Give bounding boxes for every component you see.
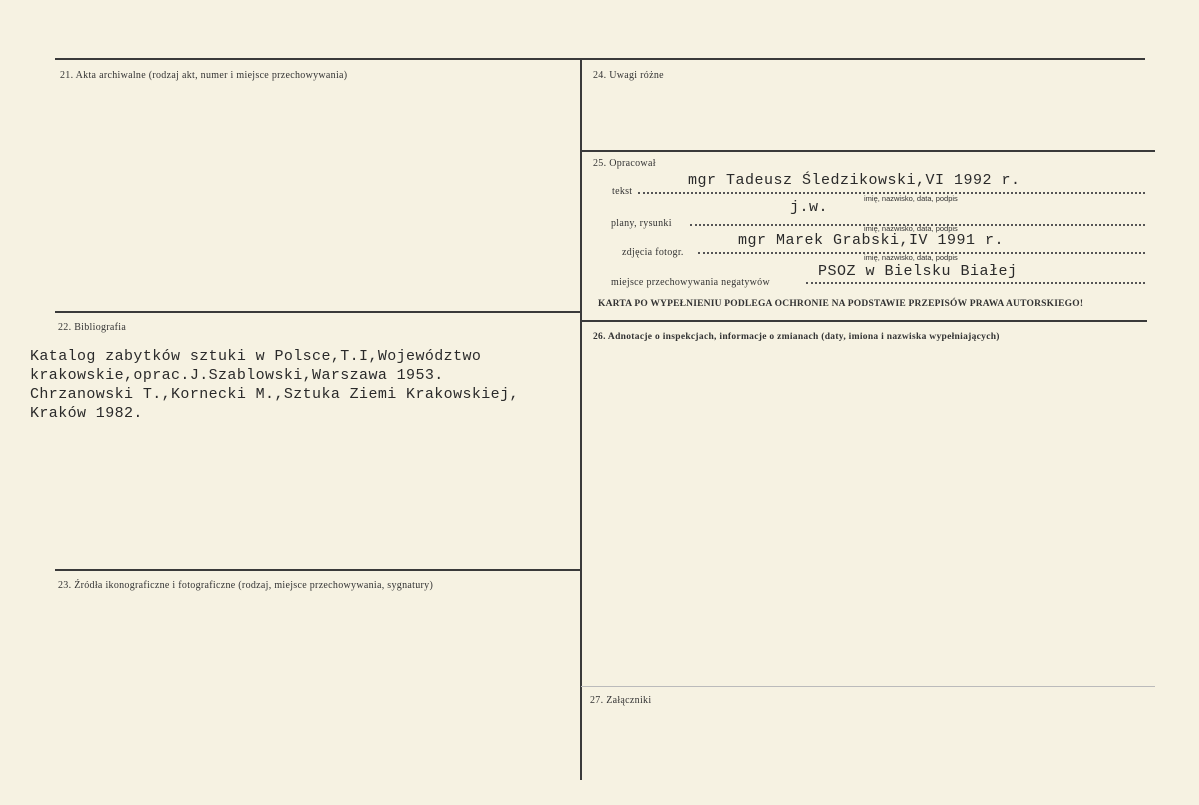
section-24-label: 24. Uwagi różne	[593, 70, 664, 81]
rule-21-22	[55, 311, 581, 313]
bibliography-line: Katalog zabytków sztuki w Polsce,T.I,Województwo	[30, 348, 482, 365]
zdjecia-value: mgr Marek Grabski,IV 1991 r.	[738, 232, 1005, 249]
section-26-label: 26. Adnotacje o inspekcjach, informacje o zmianach (daty, imiona i nazwiska wypełniających)	[593, 332, 1000, 342]
miejsce-value: PSOZ w Bielsku Białej	[818, 263, 1018, 280]
copyright-notice: KARTA PO WYPEŁNIENIU PODLEGA OCHRONIE NA PODSTAWIE PRZEPISÓW PRAWA AUTORSKIEGO!	[598, 299, 1084, 309]
section-22-label: 22. Bibliografia	[58, 322, 127, 333]
miejsce-label: miejsce przechowywania negatywów	[611, 277, 770, 288]
zdjecia-caption: imię, nazwisko, data, podpis	[864, 253, 958, 262]
bibliography-line: Chrzanowski T.,Kornecki M.,Sztuka Ziemi Krakowskiej,	[30, 386, 519, 403]
miejsce-dotted-line	[806, 282, 1145, 284]
bibliography-line: Kraków 1982.	[30, 405, 143, 422]
tekst-value: mgr Tadeusz Śledzikowski,VI 1992 r.	[688, 172, 1021, 189]
zdjecia-label: zdjęcia fotogr.	[622, 247, 684, 258]
section-21-label: 21. Akta archiwalne (rodzaj akt, numer i miejsce przechowywania)	[60, 70, 348, 81]
center-divider	[580, 58, 582, 780]
bibliography-line: krakowskie,oprac.J.Szablowski,Warszawa 1953.	[30, 367, 444, 384]
tekst-caption: imię, nazwisko, data, podpis	[864, 194, 958, 203]
bibliography-text	[30, 347, 519, 423]
section-25-label: 25. Opracował	[593, 158, 656, 169]
section-23-label: 23. Źródła ikonograficzne i fotograficzne (rodzaj, miejsce przechowywania, sygnatury)	[58, 580, 434, 591]
top-rule	[55, 58, 1145, 60]
section-27-label: 27. Załączniki	[590, 695, 652, 706]
tekst-label: tekst	[612, 186, 633, 197]
rule-22-23	[55, 569, 581, 571]
rule-26-27	[581, 686, 1155, 687]
plany-value: j.w.	[790, 199, 829, 216]
rule-25-26	[581, 320, 1147, 322]
plany-label: plany, rysunki	[611, 218, 672, 229]
plany-caption: imię, nazwisko, data, podpis	[864, 224, 958, 233]
rule-24-25	[581, 150, 1155, 152]
